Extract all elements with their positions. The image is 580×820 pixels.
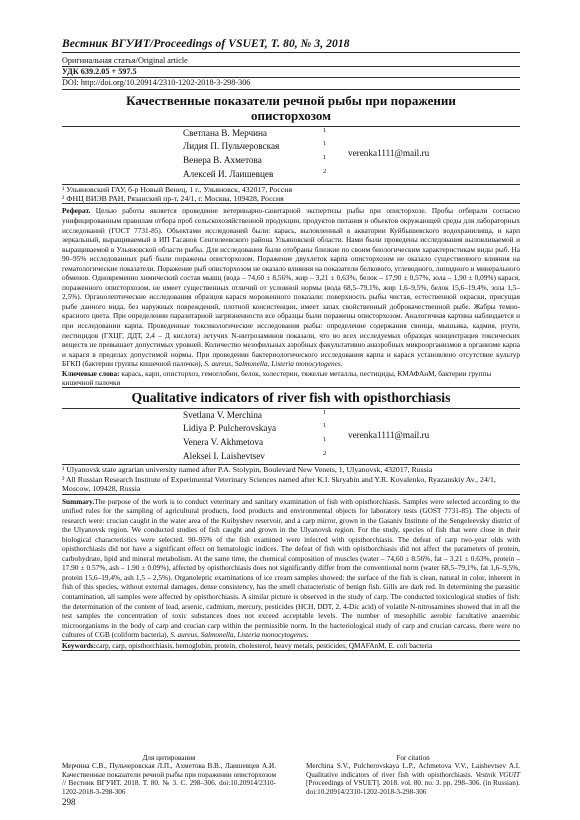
author-name: Алексей И. Лаишевцев xyxy=(183,168,274,179)
abstract-label: Summary. xyxy=(62,496,95,506)
author-name: Венера В. Ахметова xyxy=(183,154,262,165)
affiliation-mark: 1 xyxy=(323,409,327,417)
header-rule xyxy=(62,52,520,53)
affiliations-en xyxy=(62,465,520,493)
title-russian xyxy=(62,93,520,123)
affiliation-mark: 2 xyxy=(323,167,327,175)
citation-text-part: Merchina S.V., Pulcherovskaya L.P., Achmetova V.V., Laishevtsev A.I. Qualitative indicators of river fish with opisthorchiasis. xyxy=(306,762,520,779)
title-ru-line: описторхозом xyxy=(251,107,331,123)
affiliations-ru xyxy=(62,185,520,204)
abstract-english xyxy=(62,497,520,640)
author-name: Svetlana V. Merchina xyxy=(183,410,263,421)
abstract-body: The purpose of the work is to conduct veterinary and sanitary examination of fish with opisthorchiasis. Samples were selected according to the unified rules for the sampling of agricultural products, food products and environmental objects for laboratory tests (GOST 7731-85). The objects of research were: crucian caught in the water area of the Kuibyshev reservoir, and a carp mirror, grown in the Gasaniv Institute of the Sengeleevsky district of the Ulyanovsk region. We conducted studies of fish caught and grown in the Ulyanovsk region. For the study, species of fish that were close in their biological characteristics were selected. 90–95% of the fish examined were infected with opisthorchiasis. The defeat of carp two-year olds with opisthorchiasis did not have a significant effect on hematologic indices. The defeat of fish with opisthorchiasis did not affect the parameters of protein, carbohydrate, lipid and mineral metabolism. At the same time, the chemical composition of muscles (water – 74,60 ± 8.56%, fat – 3.21 ± 0.63%, protein – 17.90 ± 0.57%, ash – 1.90 ± 0.09%), affected by opisthorchiasis does not significantly differ from the conventional norm (water 68,5–79,1%, fat 1,6–9,5%, protein 15,6–19,4%, ash 1,5 – 2,5%). Organoleptic examinations of ice cream samples showed: the surface of the fish is clean, natural in color, inherent in fish of this species, without external damages, dense consistency, has the smell characteristic of benign fish. Gills are dark red. In determining the parasitic contamination, all samples were affected by opisthorchiasis. A similar picture is observed in the study of carp. The conducted toxicological studies of fish: the determination of the content of lead, arsenic, cadmium, mercury, pesticides (HCH, DDT, 2, 4-Dic acid) of volatile N-nitrosamines showed that in all the test samples the concentration of toxic substances does not exceed acceptable levels. The number of mesophilic aerobic facultative anaerobic microorganisms in the body of carp and crucian carp within the permissible norm. In the bacteriological study of carp and crucian carcass, there were no cultures of CGB (coliform bacteria), xyxy=(62,496,520,640)
citation-ru xyxy=(62,754,276,796)
affiliation-mark: 2 xyxy=(323,450,327,458)
affiliations-rule xyxy=(62,203,520,204)
doi-link[interactable]: DOI: http://doi.org/10.20914/2310-1202-2018-3-298-306 xyxy=(62,78,251,88)
journal-header: Вестник ВГУИТ/Proceedings of VSUET, Т. 80, № 3, 2018 xyxy=(62,38,350,50)
keywords-rule xyxy=(62,650,520,651)
citation-journal: Vestnik VGUIT xyxy=(475,770,520,779)
abstract-label: Реферат. xyxy=(62,206,91,216)
author-email[interactable]: verenka1111@mail.ru xyxy=(348,147,430,158)
author-name: Лидия П. Пульчеровская xyxy=(183,140,280,151)
affiliation-mark: 1 xyxy=(323,139,327,147)
citation-text-part: [Proceedings of VSUET]. 2018. vol. 80. no. 3. pp. 298–306. (in Russian). doi:10.20914/2310-1202-2018-3-298-306 xyxy=(306,779,520,796)
keywords-body: carp, carp, opisthorchiasis, hemoglobin, protein, cholesterol, heavy metals, pesticides, QMAFAnM, E. coli bacteria xyxy=(96,640,433,650)
article-page xyxy=(62,38,520,796)
affiliation: ² All Russian Research Institute of Experimental Veterinary Sciences named after K.I. Skryabin and Y.R. Kovalenko, Ryazanskiy Av., 24/1, Moscow, 109428, Russia xyxy=(62,474,496,494)
keywords-label: Keywords: xyxy=(62,640,97,650)
abstract-species: S. aureus, Salmonella, Listeria monocytogenes. xyxy=(204,359,343,369)
citation-heading: Для цитирования xyxy=(142,754,196,762)
affiliation-mark: 1 xyxy=(323,422,327,430)
author-name: Светлана В. Мерчина xyxy=(183,127,267,138)
affiliation: ² ФНЦ ВИЭВ РАН, Рязанский пр-т, 24/1, г. Москва, 109428, Россия xyxy=(62,194,284,204)
abstract-body: Целью работы является проведение ветеринарно-санитарной экспертизы рыбы при описторхозе. Пробы отбирали согласно унифицированным правилам отбора проб сельскохозяйственной продукции, продуктов питания и объектов окружающей среды для лабораторных исследований (ГОСТ 7731-85). Объектами исследований были: карась, выловленный в акватории Куйбышевского водохранилища, и карп зеркальный, выращиваемый в ИП Гасанов Сенгилеевского района Ульяновской области. Нами были проведены исследования выловливаемой и выращиваемой в Ульяновской области рыбы. Для исследования были отобраны близкие по своим биологическим характеристикам виды рыб. На 90–95% исследованных рыб были поражены описторхозом. Поражение двухлеток карпа описторхозом не оказало существенного влияния на гематологические показатели. Поражение рыб описторхозом не оказало влияния на показатели белкового, углеводного, липидного и минерального обменов. Одновременно химический состав мышц (вода – 74,60 ± 8,56%, жир – 3,21 ± 0,63%, белок – 17,90 ± 0,57%, зола – 1,90 ± 0,09%) карася, пораженного описторхозом, не имеет существенных отличий от условной нормы (вода 68,5–79,1%, жир 1,6–9,5%, белок 15,6–19,4%, зола 1,5–2,5%). Органолептические исследования образцов карася мороженного показали: поверхность рыбы чистая, естественной окраски, присущая рыбе данного вида, без наружных повреждений, плотной консистенции, имеет запах свойственный доброкачественной рыбе. Жабры темно-красного цвета. При определении паразитарной загрязненности все образцы были поражены описторхозом. Аналогичная картина наблюдается и при исследовании карпа. Проведенные токсикологические исследования рыбы: определение содержания свинца, мышьяка, кадмия, ртути, пестицидов (ГХЦГ, ДДТ, 2,4 – Д кислота) летучих N-нитрозаминов показали, что во всех исследуемых образцах концентрация токсических веществ не превышает допустимых уровней. Количество мезофильных аэробных факультативно анаэробных микроорганизмов в организме карпа и карася в пределах допустимой нормы. При проведении бактериологического исследования карпа и карася установлено отсутствие культур БГКП (бактерии группы кишечной палочки), xyxy=(62,206,520,369)
authors-en xyxy=(62,409,520,464)
meta-rule xyxy=(62,89,520,90)
keywords-label: Ключевые слова: xyxy=(62,368,120,378)
affiliation: ¹ Ульяновский ГАУ, б-р Новый Венец, 1 г., Ульяновск, 432017, Россия xyxy=(62,184,293,194)
title-ru-line: Качественные показатели речной рыбы при поражении xyxy=(126,92,456,108)
affiliation-mark: 1 xyxy=(323,153,327,161)
affiliation-mark: 1 xyxy=(323,126,327,134)
author-name: Aleksei I. Laishevtsev xyxy=(183,451,265,462)
affiliation-mark: 1 xyxy=(323,436,327,444)
affiliations-rule xyxy=(62,494,520,495)
article-type: Оригинальная статья/Original article xyxy=(62,56,188,65)
keywords-russian xyxy=(62,369,520,388)
citation-text: Мерчина С.В., Пульчеровская Л.П., Ахметова В.В., Лаишевцев А.И. Качественные показатели речной рыбы при поражении описторхозом // Вестник ВГУИТ. 2018. Т. 80. № 3. С. 298–306. doi:10.20914/2310-1202-2018-3-298-306 xyxy=(62,762,276,796)
keywords-english xyxy=(62,641,520,650)
author-name: Venera V. Akhmetova xyxy=(183,437,264,448)
page-number: 298 xyxy=(62,797,76,807)
citation-en xyxy=(306,754,520,796)
affiliation: ¹ Ulyanovsk state agrarian university named after P.A. Stolypin, Boulevard New Venets, 1, Ulyanovsk, 432017, Russia xyxy=(62,465,433,475)
citation-text xyxy=(306,762,520,796)
author-email[interactable]: verenka1111@mail.ru xyxy=(348,430,430,441)
title-english: Qualitative indicators of river fish with opisthorchiasis xyxy=(131,390,451,406)
abstract-russian xyxy=(62,206,520,368)
article-meta xyxy=(62,56,520,89)
keywords-body: карась, карп, описторхоз, гемоглобин, белок, холестерин, тяжелые металлы, пестициды, КМАФАнМ, бактерии группы кишечной палочки xyxy=(62,368,492,388)
abstract-species: S. aureus, Salmonella, Listeria monocytogenes. xyxy=(170,630,309,640)
author-name: Lidiya P. Pulcherovskaya xyxy=(183,423,277,434)
keywords-rule xyxy=(62,387,520,388)
citation-heading: For citation xyxy=(396,754,430,762)
udk-code: УДК 639.2.05 + 597.5 xyxy=(62,67,137,77)
authors-ru xyxy=(62,127,520,184)
